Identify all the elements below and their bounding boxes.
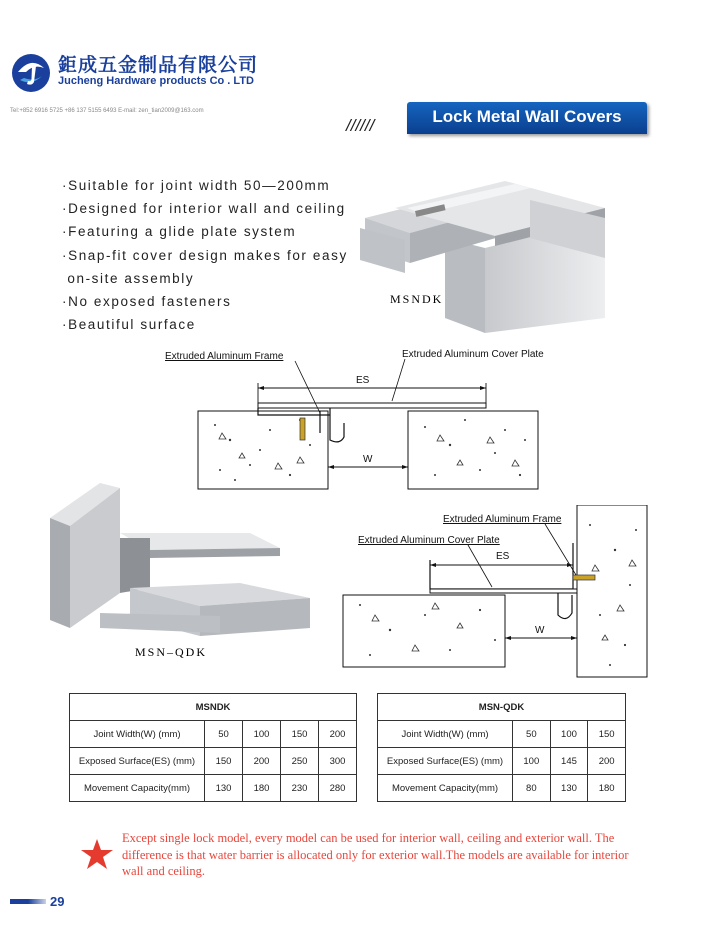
row-label: Joint Width(W) (mm) — [378, 721, 513, 748]
title-banner — [407, 102, 647, 134]
row-label: Movement Capacity(mm) — [378, 775, 513, 802]
w-label: W — [363, 454, 373, 465]
cell: 80 — [513, 775, 551, 802]
cell: 250 — [281, 748, 319, 775]
msndk-photo-label: MSNDK — [390, 292, 444, 306]
feature-item: ·Suitable for joint width 50—200mm — [62, 178, 331, 193]
msndk-product-image — [355, 178, 615, 333]
msndk-section-diagram — [160, 345, 560, 495]
star-icon — [80, 838, 114, 872]
msndk-spec-table — [69, 693, 357, 802]
cell: 150 — [281, 721, 319, 748]
cell: 130 — [205, 775, 243, 802]
page-number: 29 — [50, 894, 65, 909]
feature-item: on-site assembly — [62, 270, 195, 286]
msnqdk-section-diagram — [340, 505, 660, 680]
cell: 150 — [588, 721, 626, 748]
row-label: Joint Width(W) (mm) — [70, 721, 205, 748]
table-row — [70, 748, 357, 775]
cell: 180 — [243, 775, 281, 802]
company-logo — [10, 52, 52, 94]
page-marker-bar — [10, 899, 46, 904]
row-label: Exposed Surface(ES) (mm) — [378, 748, 513, 775]
feature-list — [62, 174, 348, 336]
title-slashes: ////// — [346, 116, 375, 135]
cell: 100 — [513, 748, 551, 775]
cell: 200 — [319, 721, 357, 748]
feature-item: ·Featuring a glide plate system — [62, 224, 297, 240]
row-label: Exposed Surface(ES) (mm) — [70, 748, 205, 775]
es-label-2: ES — [496, 551, 510, 562]
msnqdk-product-image — [40, 478, 315, 663]
w-label-2: W — [535, 625, 545, 636]
cell: 150 — [205, 748, 243, 775]
table-row — [70, 721, 357, 748]
company-name-en: Jucheng Hardware products Co . LTD — [58, 75, 254, 87]
feature-item: ·Snap-fit cover design makes for easy — [62, 247, 348, 263]
cell: 280 — [319, 775, 357, 802]
cell: 50 — [205, 721, 243, 748]
table-title: MSN-QDK — [378, 694, 626, 721]
feature-item: ·No exposed fasteners — [62, 294, 232, 310]
table-title: MSNDK — [70, 694, 357, 721]
table-row — [378, 775, 626, 802]
table-row — [378, 748, 626, 775]
company-name-cn: 鉅成五金制品有限公司 — [58, 54, 259, 76]
cell: 100 — [243, 721, 281, 748]
cell: 200 — [588, 748, 626, 775]
cell: 145 — [550, 748, 588, 775]
cell: 230 — [281, 775, 319, 802]
contact-info: Tel:+852 6916 5725 +86 137 5155 6493 E-mail: zen_tian2009@163.com — [10, 108, 204, 114]
note-text: Except single lock model, every model can be used for interior wall, ceiling and exterior wall. The difference is that water barrier is allocated only for exterior wall.The models are available for interior wall and ceiling. — [122, 831, 629, 878]
cell: 100 — [550, 721, 588, 748]
table-row — [378, 721, 626, 748]
cell: 130 — [550, 775, 588, 802]
cell: 50 — [513, 721, 551, 748]
page-title: Lock Metal Wall Covers — [432, 107, 622, 126]
cell: 180 — [588, 775, 626, 802]
msnqdk-photo-label: MSN–QDK — [135, 645, 208, 659]
cover-callout: Extruded Aluminum Cover Plate — [402, 349, 544, 360]
msnqdk-spec-table — [377, 693, 626, 802]
frame-callout-2: Extruded Aluminum Frame — [443, 514, 562, 525]
cover-callout-2: Extruded Aluminum Cover Plate — [358, 535, 500, 546]
row-label: Movement Capacity(mm) — [70, 775, 205, 802]
cell: 200 — [243, 748, 281, 775]
feature-item: ·Designed for interior wall and ceiling — [62, 201, 346, 217]
cell: 300 — [319, 748, 357, 775]
feature-item: ·Beautiful surface — [62, 317, 196, 333]
table-row — [70, 775, 357, 802]
es-label: ES — [356, 375, 370, 386]
frame-callout: Extruded Aluminum Frame — [165, 351, 284, 362]
